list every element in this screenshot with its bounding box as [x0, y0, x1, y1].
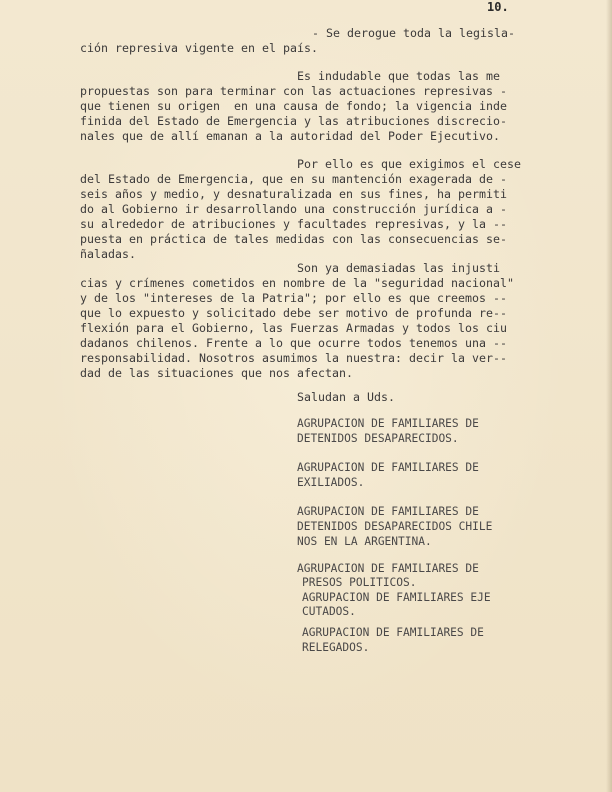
signature-line: RELEGADOS.: [302, 641, 370, 654]
body-line: seis años y medio, y desnaturalizada en sus fines, ha permiti: [80, 187, 508, 201]
body-line: propuestas son para terminar con las actuaciones represivas -: [80, 84, 508, 98]
body-line: flexión para el Gobierno, las Fuerzas Armadas y todos los ciu: [80, 321, 508, 335]
page-number: 10.: [487, 0, 509, 14]
signature-line: AGRUPACION DE FAMILIARES DE: [297, 562, 479, 575]
signature-line: AGRUPACION DE FAMILIARES DE: [297, 461, 479, 474]
body-line: finida del Estado de Emergencia y las atribuciones discrecio-: [80, 114, 508, 128]
signature-line: AGRUPACION DE FAMILIARES DE: [297, 417, 479, 430]
body-line: nales que de allí emanan a la autoridad del Poder Ejecutivo.: [80, 129, 501, 143]
body-line: dadanos chilenos. Frente a lo que ocurre todos tenemos una --: [80, 336, 508, 350]
body-line: del Estado de Emergencia, que en su mantención exagerada de -: [80, 172, 508, 186]
signature-line: AGRUPACION DE FAMILIARES DE: [302, 626, 484, 639]
body-line: cias y crímenes cometidos en nombre de la "seguridad nacional": [80, 276, 515, 290]
page-edge-shadow: [606, 0, 612, 792]
body-line: responsabilidad. Nosotros asumimos la nuestra: decir la ver--: [80, 351, 508, 365]
body-line: Por ello es que exigimos el cese: [297, 157, 522, 171]
body-line: Es indudable que todas las me: [297, 69, 501, 83]
body-line: que tienen su origen en una causa de fondo; la vigencia inde: [80, 99, 508, 113]
signature-line: DETENIDOS DESAPARECIDOS.: [297, 432, 459, 445]
body-line: puesta en práctica de tales medidas con las consecuencias se-: [80, 232, 508, 246]
body-line: que lo expuesto y solicitado debe ser motivo de profunda re--: [80, 306, 508, 320]
body-line: - Se derogue toda la legisla-: [312, 26, 516, 40]
body-line: dad de las situaciones que nos afectan.: [80, 366, 354, 380]
body-line: su alrededor de atribuciones y facultades represivas, y la --: [80, 217, 508, 231]
body-line: y de los "intereses de la Patria"; por ello es que creemos --: [80, 291, 508, 305]
signature-line: CUTADOS.: [302, 605, 356, 618]
signature-line: AGRUPACION DE FAMILIARES EJE: [302, 591, 491, 604]
body-line: Son ya demasiadas las injusti: [297, 261, 501, 275]
signature-line: NOS EN LA ARGENTINA.: [297, 535, 432, 548]
signature-line: PRESOS POLITICOS.: [302, 576, 417, 589]
closing-salutation: Saludan a Uds.: [297, 390, 396, 404]
body-line: do al Gobierno ir desarrollando una construcción jurídica a -: [80, 202, 508, 216]
signature-line: EXILIADOS.: [297, 476, 365, 489]
signature-line: DETENIDOS DESAPARECIDOS CHILE: [297, 520, 493, 533]
body-line: ñaladas.: [80, 247, 137, 261]
body-line: ción represiva vigente en el país.: [80, 41, 319, 55]
signature-line: AGRUPACION DE FAMILIARES DE: [297, 505, 479, 518]
